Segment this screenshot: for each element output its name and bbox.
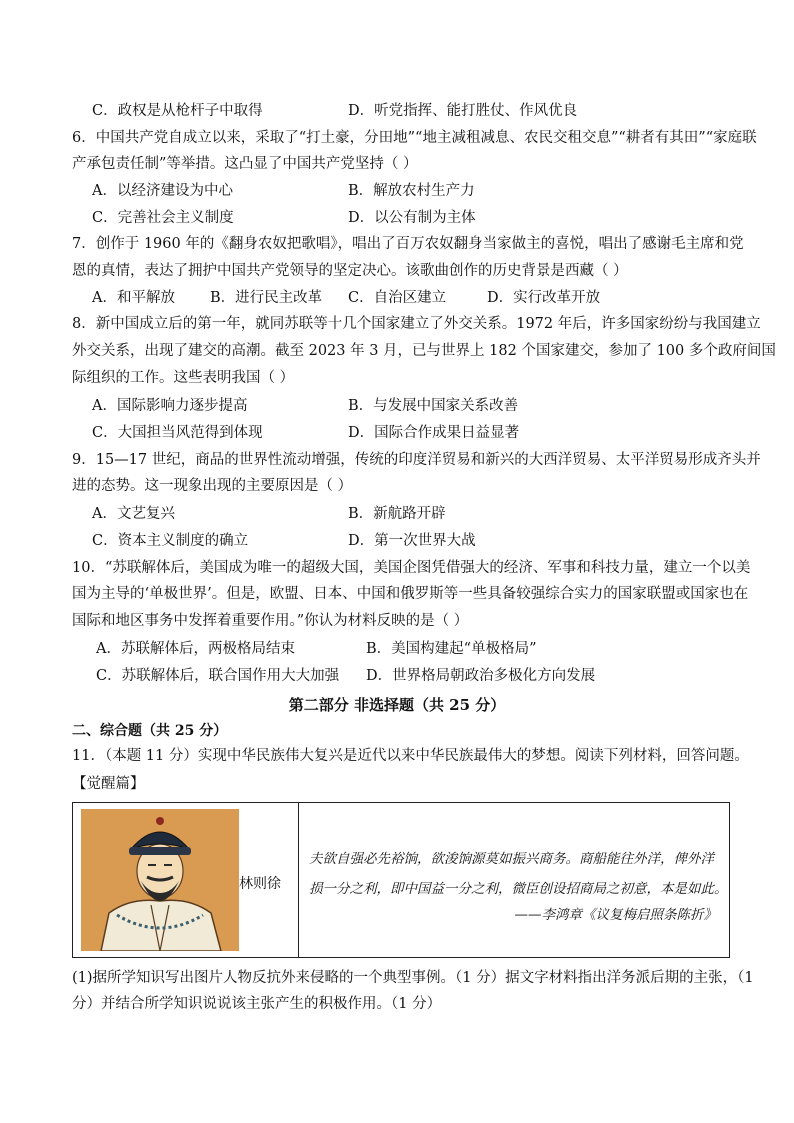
q7-stem-line2: 恩的真情，表达了拥护中国共产党领导的坚定决心。该歌曲创作的历史背景是西藏（ ）	[72, 263, 628, 279]
quote-line1: 夫欲自强必先裕饷，欲浚饷源莫如振兴商务。商船能往外洋，俾外洋	[309, 851, 714, 867]
q5-option-d: D．听党指挥、能打胜仗、作风优良	[348, 103, 578, 119]
section-heading: 二、综合题（共 25 分）	[72, 723, 228, 739]
q9-stem-line2: 进的态势。这一现象出现的主要原因是（ ）	[72, 478, 353, 494]
q11-sub1-line2: 分）并结合所学知识说说该主张产生的积极作用。（1 分）	[72, 996, 442, 1012]
q5-option-c: C．政权是从枪杆子中取得	[92, 103, 263, 119]
q9-option-a: A．文艺复兴	[92, 506, 175, 522]
q8-option-c: C．大国担当风范得到体现	[92, 425, 263, 441]
q9-stem-line1: 9．15—17 世纪，商品的世界性流动增强，传统的印度洋贸易和新兴的大西洋贸易、太平洋贸易形成齐头并	[72, 452, 761, 468]
q8-stem-line3: 际组织的工作。这些表明我国（ ）	[72, 370, 295, 386]
q10-option-b: B．美国构建起“单极格局”	[366, 641, 537, 657]
q7-option-a: A．和平解放	[92, 290, 175, 306]
q10-stem-line1: 10．“苏联解体后，美国成为唯一的超级大国，美国企图凭借强大的经济、军事和科技力量，建立一个以美	[72, 560, 751, 576]
q6-option-d: D．以公有制为主体	[348, 210, 476, 226]
q8-stem-line2: 外交关系，出现了建交的高潮。截至 2023 年 3 月，已与世界上 182 个国家建交，参加了 100 多个政府间国	[72, 343, 776, 359]
q7-option-c: C．自治区建立	[348, 290, 447, 306]
q8-stem-line1: 8．新中国成立后的第一年，就同苏联等十几个国家建立了外交关系。1972 年后，许多国家纷纷与我国建立	[72, 316, 761, 332]
q7-stem-line1: 7．创作于 1960 年的《翻身农奴把歌唱》，唱出了百万农奴翻身当家做主的喜悦，唱出了感谢毛主席和党	[72, 236, 744, 252]
q6-stem-line2: 产承包责任制”等举措。这凸显了中国共产党坚持（ ）	[72, 156, 418, 172]
q9-option-d: D．第一次世界大战	[348, 533, 476, 549]
q8-option-b: B．与发展中国家关系改善	[348, 398, 519, 414]
portrait-caption: 林则徐	[239, 876, 281, 892]
q6-option-b: B．解放农村生产力	[348, 183, 475, 199]
q6-option-a: A．以经济建设为中心	[92, 183, 233, 199]
q8-option-d: D．国际合作成果日益显著	[348, 425, 520, 441]
q7-option-b: B．进行民主改革	[210, 290, 323, 306]
part2-title: 第二部分 非选择题（共 25 分）	[288, 696, 506, 714]
quote-line2: 损一分之利，即中国益一分之利，微臣创设招商局之初意，本是如此。	[309, 881, 728, 897]
q8-option-a: A．国际影响力逐步提高	[92, 398, 248, 414]
q10-option-c: C．苏联解体后，联合国作用大大加强	[96, 668, 340, 684]
quote-source: ——李鸿章《议复梅启照条陈折》	[514, 907, 717, 923]
q10-stem-line2: 国为主导的‘单极世界’。但是，欧盟、日本、中国和俄罗斯等一些具备较强综合实力的国家联盟或国家也在	[72, 586, 749, 602]
awakening-tag: 【觉醒篇】	[72, 776, 145, 792]
material-table	[72, 802, 730, 958]
q11-sub1-line1: (1)据所学知识写出图片人物反抗外来侵略的一个典型事例。（1 分）据文字材料指出洋务派后期的主张，（1	[72, 970, 754, 986]
q6-option-c: C．完善社会主义制度	[92, 210, 234, 226]
q6-stem-line1: 6．中国共产党自成立以来，采取了“打土豪，分田地”“地主减租减息、农民交租交息”“耕者有其田”“家庭联	[72, 130, 757, 146]
q7-option-d: D．实行改革开放	[487, 290, 601, 306]
q9-option-c: C．资本主义制度的确立	[92, 533, 249, 549]
portrait-cell	[73, 803, 299, 957]
lin-zexu-portrait	[81, 809, 239, 951]
q10-option-d: D．世界格局朝政治多极化方向发展	[366, 668, 596, 684]
q10-option-a: A．苏联解体后，两极格局结束	[96, 641, 295, 657]
q11-stem: 11．（本题 11 分）实现中华民族伟大复兴是近代以来中华民族最伟大的梦想。阅读下列材料，回答问题。	[72, 748, 749, 764]
q10-stem-line3: 国际和地区事务中发挥着重要作用。”你认为材料反映的是（ ）	[72, 613, 469, 629]
quote-cell	[299, 803, 729, 957]
q9-option-b: B．新航路开辟	[348, 506, 446, 522]
